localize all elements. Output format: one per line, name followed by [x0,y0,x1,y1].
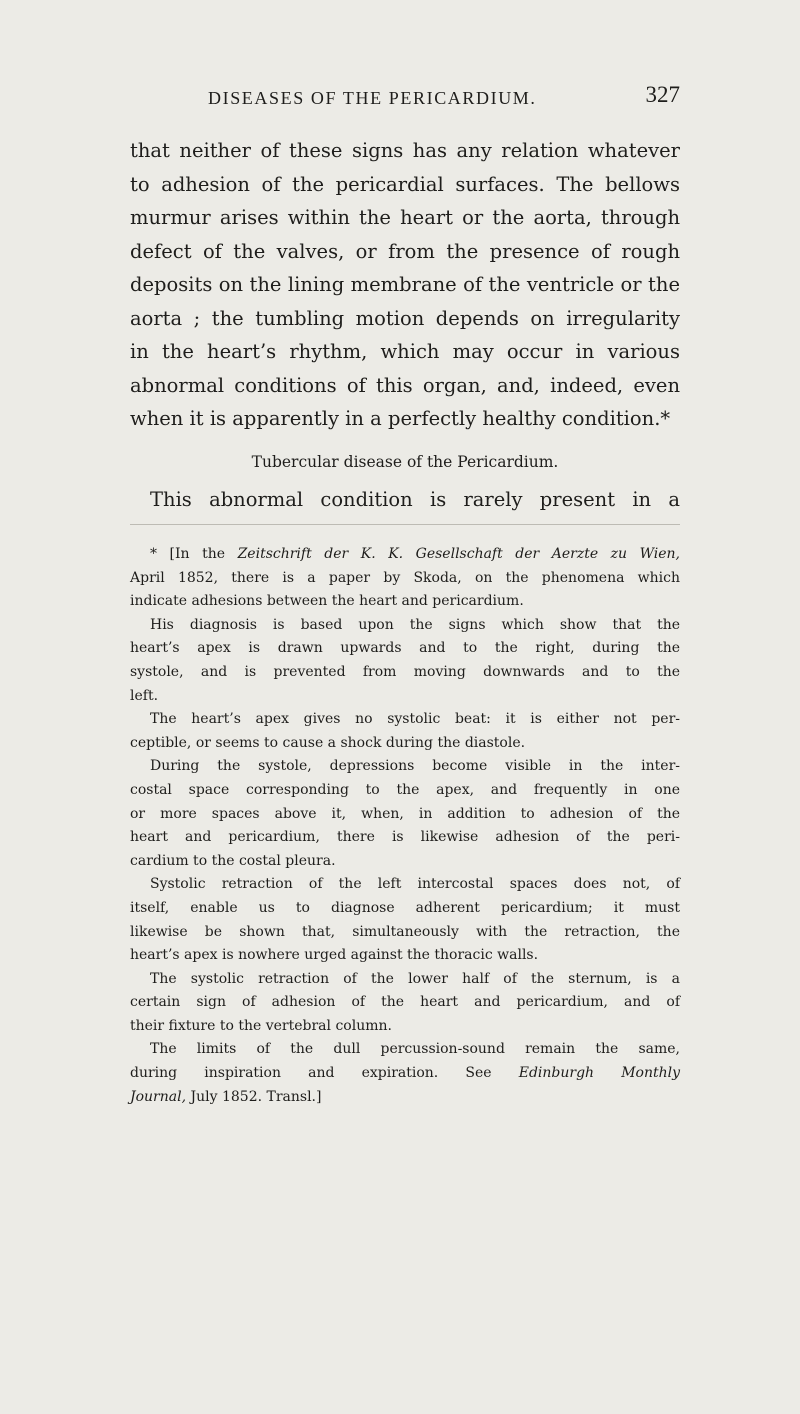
section-first-line [130,483,680,517]
footnote-line-text: The systolic retraction of the lower half of the sternum, is a [150,970,680,987]
footnote-line: heart’s apex is nowhere urged against the thoracic walls. [130,947,539,964]
section-heading: Tubercular disease of the Pericardium. [251,452,559,471]
footnote-line: heart and pericardium, there is likewise adhesion of the peri- [130,829,680,846]
running-head [130,80,680,120]
footnote-line [130,873,680,897]
footnote-open-marker: * [In the [150,546,226,562]
footnote-line: heart’s apex is drawn upwards and to the right, during the [130,640,680,657]
running-head-title: DISEASES OF THE PERICARDIUM. [208,88,537,108]
text-line: to adhesion of the pericardial surfaces. The bellows [130,172,680,196]
footnote-journal-name: Zeitschrift der K. K. Gesellschaft der Aerzte zu Wien, [237,546,680,562]
text-line: defect of the valves, or from the presence of rough [130,239,680,263]
footnote [130,543,680,1109]
footnote-line [130,614,680,638]
footnote-line [130,1038,680,1062]
footnote-closing-journal: Edinburgh Monthly [518,1065,680,1082]
text-line: in the heart’s rhythm, which may occur in various [130,340,680,363]
footnote-line: ceptible, or seems to cause a shock during the diastole. [130,734,526,751]
page-number: 327 [645,82,680,107]
footnote-line: itself, enable us to diagnose adherent pericardium; it must [130,899,680,916]
footnote-closing-journal-2: Journal, [130,1088,187,1105]
footnote-line-text: During the systole, depressions become visible in the inter- [150,758,680,775]
footnote-line-text: during inspiration and expiration. See [130,1065,492,1082]
footnote-line [130,708,680,732]
footnote-line-text: The limits of the dull percussion-sound remain the same, [150,1041,680,1058]
footnote-line: indicate adhesions between the heart and pericardium. [130,593,524,610]
footnote-line: systole, and is prevented from moving downwards and to the [130,663,680,680]
body-text [130,134,680,1109]
footnote-line [130,1062,680,1086]
footnote-line: left. [130,687,159,704]
footnote-line [130,1086,680,1110]
footnote-line: certain sign of adhesion of the heart and pericardium, and of [130,994,680,1011]
footnote-line: or more spaces above it, when, in addition to adhesion of the [130,805,680,822]
footnote-closing-text: July 1852. Transl.] [190,1088,322,1105]
footnote-line [130,968,680,992]
footnote-line: their fixture to the vertebral column. [130,1017,392,1034]
footnote-line: likewise be shown that, simultaneously with the retraction, the [130,923,680,940]
footnote-rule [130,524,680,525]
footnote-line [130,543,680,567]
text-line: that neither of these signs has any relation whatever [130,139,680,162]
section-first-line-text: This abnormal condition is rarely present in a [150,487,680,511]
footnote-line: April 1852, there is a paper by Skoda, on the phenomena which [130,569,680,586]
text-line: murmur arises within the heart or the aorta, through [130,206,680,229]
text-line: aorta ; the tumbling motion depends on irregularity [130,306,680,330]
footnote-line: cardium to the costal pleura. [130,852,336,869]
footnote-line-text: His diagnosis is based upon the signs which show that the [150,616,680,633]
footnote-line-text: The heart’s apex gives no systolic beat: it is either not per- [150,711,680,728]
footnote-line [130,755,680,779]
text-line: abnormal conditions of this organ, and, indeed, even [130,373,680,397]
text-line: when it is apparently in a perfectly healthy condition.* [130,407,671,430]
footnote-line: costal space corresponding to the apex, and frequently in one [130,781,680,798]
text-line: deposits on the lining membrane of the ventricle or the [130,273,680,296]
footnote-line-text: Systolic retraction of the left intercostal spaces does not, of [150,876,680,893]
